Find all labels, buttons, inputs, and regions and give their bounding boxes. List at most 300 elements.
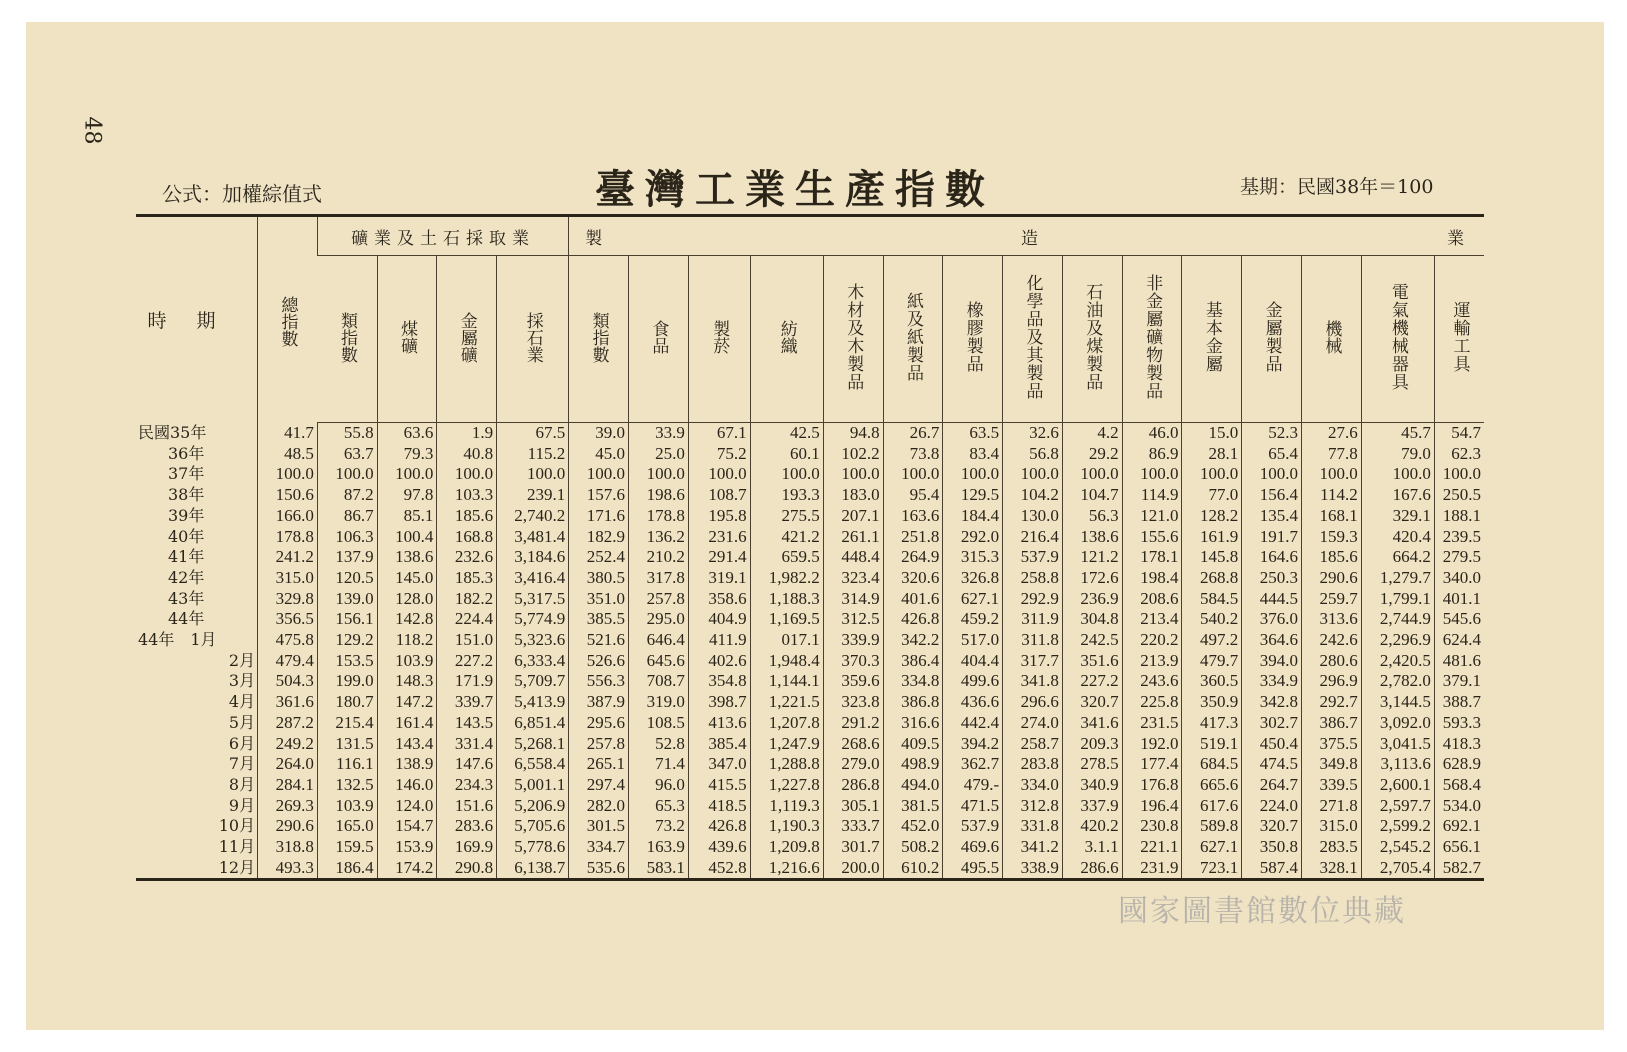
value-cell: 723.1 [1182,858,1242,879]
column-header [497,256,569,423]
value-cell: 340.9 [1062,775,1122,796]
value-cell: 108.7 [688,485,750,506]
value-cell: 404.4 [943,651,1003,672]
value-cell: 63.5 [943,423,1003,444]
column-header-label: 運輸工具 [1449,301,1470,373]
value-cell: 1.9 [437,423,497,444]
value-cell: 108.5 [629,713,689,734]
value-cell: 420.2 [1062,816,1122,837]
value-cell: 56.3 [1062,506,1122,527]
value-cell: 165.0 [317,816,377,837]
value-cell: 249.2 [258,734,318,755]
value-cell: 147.6 [437,754,497,775]
period-header: 時期 [147,310,246,333]
value-cell: 77.8 [1302,444,1362,465]
value-cell: 264.7 [1242,775,1302,796]
page-number: 48 [79,116,105,145]
table-row [136,485,1484,506]
value-cell: 301.5 [569,816,629,837]
value-cell: 138.9 [377,754,437,775]
column-header-label: 化學品及其製品 [1022,274,1043,400]
value-cell: 94.8 [823,423,883,444]
column-header-label: 煤礦 [397,320,417,354]
value-cell: 665.6 [1182,775,1242,796]
value-cell: 176.8 [1122,775,1182,796]
value-cell: 73.2 [629,816,689,837]
table-row [136,444,1484,465]
value-cell: 645.6 [629,651,689,672]
value-cell: 185.6 [1302,547,1362,568]
value-cell: 100.0 [943,464,1003,485]
value-cell: 283.8 [1003,754,1063,775]
value-cell: 104.2 [1003,485,1063,506]
value-cell: 71.4 [629,754,689,775]
value-cell: 1,119.3 [750,796,823,817]
value-cell: 413.6 [688,713,750,734]
value-cell: 231.9 [1122,858,1182,879]
value-cell: 340.0 [1434,568,1484,589]
period-cell: 2月 [228,650,256,670]
value-cell: 656.1 [1434,837,1484,858]
value-cell: 143.4 [377,734,437,755]
period-cell: 9月 [228,795,256,815]
period-cell: 42年 [168,567,205,587]
value-cell: 274.0 [1003,713,1063,734]
value-cell: 519.1 [1182,734,1242,755]
value-cell: 142.8 [377,609,437,630]
value-cell: 191.7 [1242,527,1302,548]
value-cell: 199.0 [317,671,377,692]
value-cell: 268.8 [1182,568,1242,589]
value-cell: 166.0 [258,506,318,527]
value-cell: 103.9 [317,796,377,817]
period-cell: 37年 [168,464,205,484]
column-header [1122,256,1182,423]
value-cell: 290.8 [437,858,497,879]
value-cell: 415.5 [688,775,750,796]
value-cell: 2,597.7 [1361,796,1434,817]
value-cell: 495.5 [943,858,1003,879]
value-cell: 138.6 [1062,527,1122,548]
value-cell: 439.6 [688,837,750,858]
value-cell: 100.0 [823,464,883,485]
formula-note: 公式：加權綜值式 [162,182,322,206]
period-cell: 4月 [228,692,256,712]
value-cell: 188.1 [1434,506,1484,527]
value-cell: 6,138.7 [497,858,569,879]
value-cell: 168.8 [437,527,497,548]
column-header-label: 非金屬礦物製品 [1142,274,1163,400]
value-cell: 261.1 [823,527,883,548]
value-cell: 3,092.0 [1361,713,1434,734]
value-cell: 171.6 [569,506,629,527]
table-row [136,568,1484,589]
value-cell: 418.3 [1434,734,1484,755]
value-cell: 282.0 [569,796,629,817]
value-cell: 287.2 [258,713,318,734]
value-cell: 147.2 [377,692,437,713]
column-header-label: 製菸 [709,320,730,354]
value-cell: 231.6 [688,527,750,548]
value-cell: 154.7 [377,816,437,837]
value-cell: 85.1 [377,506,437,527]
value-cell: 508.2 [883,837,943,858]
value-cell: 159.3 [1302,527,1362,548]
column-header-label: 電氣機械器具 [1387,283,1408,391]
column-header [943,256,1003,423]
value-cell: 319.0 [629,692,689,713]
value-cell: 198.6 [629,485,689,506]
value-cell: 1,799.1 [1361,589,1434,610]
value-cell: 86.7 [317,506,377,527]
value-cell: 155.6 [1122,527,1182,548]
column-header [1302,256,1362,423]
value-cell: 280.6 [1302,651,1362,672]
value-cell: 328.1 [1302,858,1362,879]
value-cell: 1,288.8 [750,754,823,775]
value-cell: 178.1 [1122,547,1182,568]
value-cell: 104.7 [1062,485,1122,506]
value-cell: 275.5 [750,506,823,527]
value-cell: 646.4 [629,630,689,651]
column-header [1062,256,1122,423]
value-cell: 297.4 [569,775,629,796]
column-header-row [136,256,1484,423]
value-cell: 3,416.4 [497,568,569,589]
column-header [688,256,750,423]
value-cell: 291.4 [688,547,750,568]
value-cell: 143.5 [437,713,497,734]
value-cell: 311.8 [1003,630,1063,651]
value-cell: 97.8 [377,485,437,506]
value-cell: 129.2 [317,630,377,651]
value-cell: 32.6 [1003,423,1063,444]
value-cell: 182.2 [437,589,497,610]
value-cell: 3,144.5 [1361,692,1434,713]
value-cell: 535.6 [569,858,629,879]
value-cell: 100.0 [1182,464,1242,485]
value-cell: 67.5 [497,423,569,444]
value-cell: 2,545.2 [1361,837,1434,858]
value-cell: 102.2 [823,444,883,465]
period-cell: 41年 [168,547,205,567]
table-row [136,858,1484,879]
value-cell: 3,041.5 [1361,734,1434,755]
value-cell: 628.9 [1434,754,1484,775]
value-cell: 177.4 [1122,754,1182,775]
value-cell: 338.9 [1003,858,1063,879]
value-cell: 167.6 [1361,485,1434,506]
value-cell: 100.0 [688,464,750,485]
period-cell: 12月 [218,857,256,877]
table-row [136,651,1484,672]
value-cell: 436.6 [943,692,1003,713]
value-cell: 207.1 [823,506,883,527]
value-cell: 385.5 [569,609,629,630]
value-cell: 360.5 [1182,671,1242,692]
value-cell: 339.9 [823,630,883,651]
value-cell: 164.6 [1242,547,1302,568]
value-cell: 100.0 [1302,464,1362,485]
value-cell: 402.6 [688,651,750,672]
value-cell: 318.8 [258,837,318,858]
value-cell: 380.5 [569,568,629,589]
value-cell: 182.9 [569,527,629,548]
value-cell: 257.8 [629,589,689,610]
value-cell: 156.1 [317,609,377,630]
value-cell: 268.6 [823,734,883,755]
value-cell: 418.5 [688,796,750,817]
table-row [136,692,1484,713]
table-row [136,609,1484,630]
table-row [136,734,1484,755]
value-cell: 29.2 [1062,444,1122,465]
value-cell: 589.8 [1182,816,1242,837]
value-cell: 017.1 [750,630,823,651]
value-cell: 387.9 [569,692,629,713]
value-cell: 398.7 [688,692,750,713]
value-cell: 195.8 [688,506,750,527]
value-cell: 375.5 [1302,734,1362,755]
value-cell: 208.6 [1122,589,1182,610]
value-cell: 103.3 [437,485,497,506]
value-cell: 312.8 [1003,796,1063,817]
value-cell: 184.4 [943,506,1003,527]
value-cell: 320.7 [1062,692,1122,713]
value-cell: 114.9 [1122,485,1182,506]
value-cell: 526.6 [569,651,629,672]
value-cell: 320.6 [883,568,943,589]
value-cell: 183.0 [823,485,883,506]
value-cell: 624.4 [1434,630,1484,651]
value-cell: 312.5 [823,609,883,630]
value-cell: 121.2 [1062,547,1122,568]
value-cell: 534.0 [1434,796,1484,817]
value-cell: 305.1 [823,796,883,817]
period-cell: 39年 [168,505,205,525]
value-cell: 1,221.5 [750,692,823,713]
value-cell: 95.4 [883,485,943,506]
column-header [823,256,883,423]
value-cell: 351.6 [1062,651,1122,672]
value-cell: 15.0 [1182,423,1242,444]
value-cell: 100.0 [1434,464,1484,485]
value-cell: 404.9 [688,609,750,630]
value-cell: 2,420.5 [1361,651,1434,672]
value-cell: 452.0 [883,816,943,837]
value-cell: 323.4 [823,568,883,589]
value-cell: 63.7 [317,444,377,465]
value-cell: 331.8 [1003,816,1063,837]
value-cell: 5,709.7 [497,671,569,692]
value-cell: 5,317.5 [497,589,569,610]
value-cell: 358.6 [688,589,750,610]
value-cell: 313.6 [1302,609,1362,630]
period-cell: 36年 [168,443,205,463]
table-body [136,423,1484,879]
column-header [1242,256,1302,423]
value-cell: 185.3 [437,568,497,589]
value-cell: 334.7 [569,837,629,858]
table-row [136,775,1484,796]
value-cell: 52.8 [629,734,689,755]
value-cell: 417.3 [1182,713,1242,734]
value-cell: 130.0 [1003,506,1063,527]
group-manufacturing-2: 造 [883,217,1182,256]
value-cell: 452.8 [688,858,750,879]
page-title: 臺灣工業生產指數 [595,166,995,213]
value-cell: 497.2 [1182,630,1242,651]
value-cell: 236.9 [1062,589,1122,610]
value-cell: 311.9 [1003,609,1063,630]
value-cell: 63.6 [377,423,437,444]
value-cell: 3.1.1 [1062,837,1122,858]
period-cell: 44年 1月 [138,630,217,650]
value-cell: 521.6 [569,630,629,651]
value-cell: 213.4 [1122,609,1182,630]
table-row [136,671,1484,692]
value-cell: 3,184.6 [497,547,569,568]
period-cell: 43年 [168,588,205,608]
base-period-note: 基期：民國38年＝100 [1240,176,1434,198]
value-cell: 334.8 [883,671,943,692]
value-cell: 291.2 [823,713,883,734]
value-cell: 100.4 [377,527,437,548]
value-cell: 3,481.4 [497,527,569,548]
value-cell: 292.7 [1302,692,1362,713]
value-cell: 1,209.8 [750,837,823,858]
value-cell: 283.6 [437,816,497,837]
value-cell: 556.3 [569,671,629,692]
value-cell: 493.3 [258,858,318,879]
value-cell: 331.4 [437,734,497,755]
value-cell: 4.2 [1062,423,1122,444]
value-cell: 517.0 [943,630,1003,651]
value-cell: 627.1 [943,589,1003,610]
value-cell: 148.3 [377,671,437,692]
value-cell: 1,227.8 [750,775,823,796]
value-cell: 2,600.1 [1361,775,1434,796]
value-cell: 121.0 [1122,506,1182,527]
value-cell: 264.0 [258,754,318,775]
period-cell: 10月 [218,816,256,836]
period-cell: 7月 [228,754,256,774]
value-cell: 1,169.5 [750,609,823,630]
value-cell: 342.2 [883,630,943,651]
value-cell: 337.9 [1062,796,1122,817]
value-cell: 370.3 [823,651,883,672]
value-cell: 354.8 [688,671,750,692]
value-cell: 5,413.9 [497,692,569,713]
value-cell: 421.2 [750,527,823,548]
value-cell: 100.0 [1062,464,1122,485]
value-cell: 1,216.6 [750,858,823,879]
value-cell: 103.9 [377,651,437,672]
column-header [437,256,497,423]
column-header-label: 採石業 [522,311,543,363]
value-cell: 5,778.6 [497,837,569,858]
value-cell: 664.2 [1361,547,1434,568]
value-cell: 239.1 [497,485,569,506]
table-row [136,589,1484,610]
value-cell: 2,744.9 [1361,609,1434,630]
value-cell: 320.7 [1242,816,1302,837]
value-cell: 659.5 [750,547,823,568]
value-cell: 168.1 [1302,506,1362,527]
value-cell: 224.4 [437,609,497,630]
value-cell: 172.6 [1062,568,1122,589]
value-cell: 442.4 [943,713,1003,734]
column-header-label: 類指數 [336,311,357,363]
value-cell: 151.6 [437,796,497,817]
value-cell: 448.4 [823,547,883,568]
value-cell: 329.1 [1361,506,1434,527]
value-cell: 116.1 [317,754,377,775]
value-cell: 475.8 [258,630,318,651]
value-cell: 153.9 [377,837,437,858]
value-cell: 227.2 [1062,671,1122,692]
value-cell: 5,206.9 [497,796,569,817]
value-cell: 341.2 [1003,837,1063,858]
value-cell: 498.9 [883,754,943,775]
value-cell: 341.6 [1062,713,1122,734]
value-cell: 286.6 [1062,858,1122,879]
value-cell: 251.8 [883,527,943,548]
value-cell: 692.1 [1434,816,1484,837]
value-cell: 5,705.6 [497,816,569,837]
value-cell: 131.5 [317,734,377,755]
value-cell: 583.1 [629,858,689,879]
column-header [1434,256,1484,423]
value-cell: 499.6 [943,671,1003,692]
value-cell: 504.3 [258,671,318,692]
value-cell: 46.0 [1122,423,1182,444]
value-cell: 41.7 [258,423,318,444]
value-cell: 100.0 [1122,464,1182,485]
value-cell: 100.0 [750,464,823,485]
value-cell: 230.8 [1122,816,1182,837]
column-header-label: 金屬製品 [1261,301,1282,373]
value-cell: 118.2 [377,630,437,651]
value-cell: 381.5 [883,796,943,817]
value-cell: 209.3 [1062,734,1122,755]
value-cell: 292.0 [943,527,1003,548]
value-cell: 587.4 [1242,858,1302,879]
value-cell: 617.6 [1182,796,1242,817]
total-index-label: 總指數 [277,296,298,348]
value-cell: 159.5 [317,837,377,858]
value-cell: 100.0 [569,464,629,485]
value-cell: 386.7 [1302,713,1362,734]
table-row [136,547,1484,568]
value-cell: 243.6 [1122,671,1182,692]
value-cell: 198.4 [1122,568,1182,589]
period-cell: 民國35年 [138,422,207,442]
value-cell: 54.7 [1434,423,1484,444]
value-cell: 314.9 [823,589,883,610]
value-cell: 55.8 [317,423,377,444]
value-cell: 450.4 [1242,734,1302,755]
column-header-label: 橡膠製品 [962,301,983,373]
value-cell: 350.8 [1242,837,1302,858]
value-cell: 1,982.2 [750,568,823,589]
value-cell: 5,268.1 [497,734,569,755]
library-watermark: 國家圖書館數位典藏 [1118,894,1406,929]
value-cell: 106.3 [317,527,377,548]
column-header-label: 紙及紙製品 [902,292,923,382]
value-cell: 474.5 [1242,754,1302,775]
value-cell: 264.9 [883,547,943,568]
